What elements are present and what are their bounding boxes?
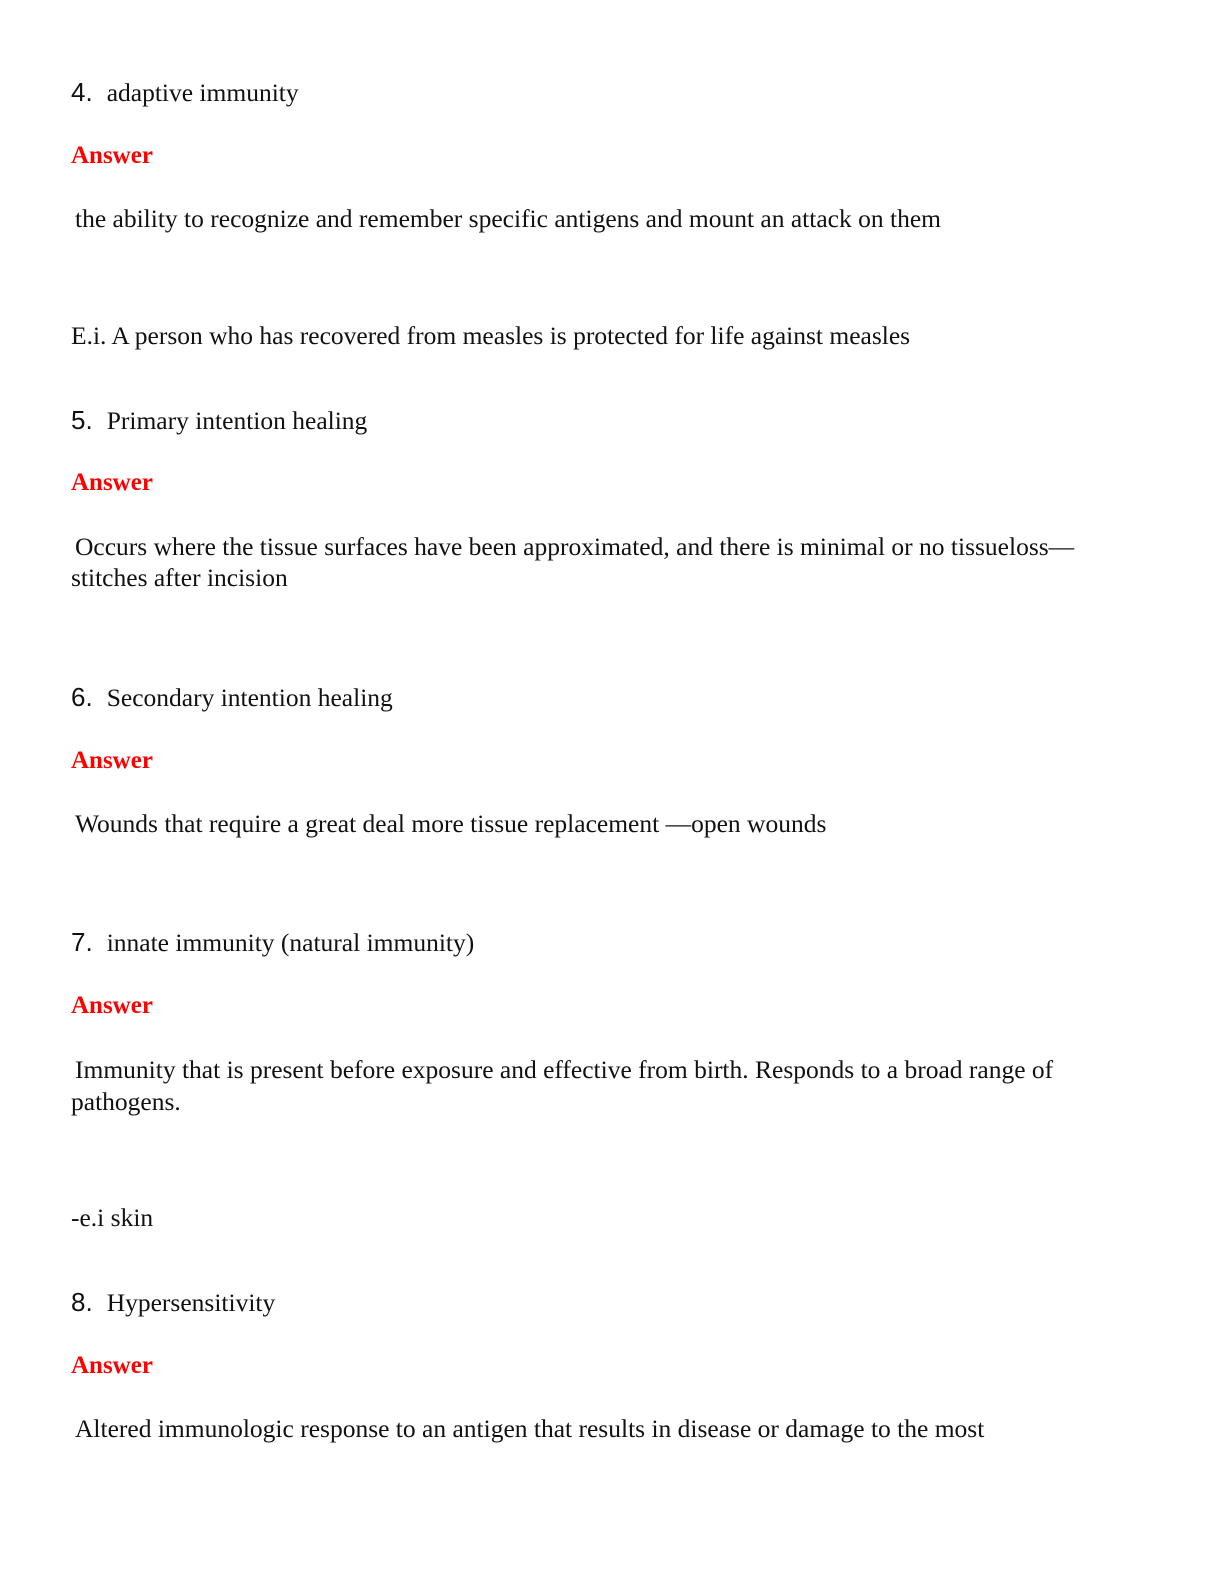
answer-text: Altered immunologic response to an antigen that results in disease or damage to the most (75, 1414, 985, 1443)
answer-label: Answer (71, 992, 153, 1019)
question-6 (71, 682, 393, 713)
question-term: adaptive immunity (106, 78, 299, 107)
answer-text-line-2: pathogens. (71, 1087, 181, 1116)
answer-label: Answer (71, 747, 153, 774)
question-number: 5. (71, 405, 93, 435)
question-term: innate immunity (natural immunity) (106, 928, 475, 957)
question-number: 6. (71, 682, 93, 712)
question-term: Primary intention healing (106, 406, 368, 435)
answer-label: Answer (71, 142, 153, 169)
question-number: 7. (71, 927, 93, 957)
example-text: E.i. A person who has recovered from measles is protected for life against measles (71, 321, 911, 350)
answer-text: Wounds that require a great deal more tissue replacement —open wounds (75, 809, 827, 838)
question-5 (71, 405, 367, 436)
question-4 (71, 77, 299, 108)
question-8 (71, 1287, 275, 1318)
answer-text: the ability to recognize and remember specific antigens and mount an attack on them (75, 204, 941, 233)
question-term: Secondary intention healing (106, 683, 393, 712)
example-text: -e.i skin (71, 1203, 154, 1232)
question-number: 4. (71, 77, 93, 107)
answer-text-line-1: Occurs where the tissue surfaces have been approximated, and there is minimal or no tissueloss— (75, 532, 1075, 561)
answer-text-line-2: stitches after incision (71, 563, 288, 592)
question-7 (71, 927, 474, 958)
question-term: Hypersensitivity (106, 1288, 276, 1317)
answer-text-line-1: Immunity that is present before exposure and effective from birth. Responds to a broad range of (75, 1055, 1054, 1084)
answer-label: Answer (71, 469, 153, 496)
question-number: 8. (71, 1287, 93, 1317)
answer-label: Answer (71, 1352, 153, 1379)
